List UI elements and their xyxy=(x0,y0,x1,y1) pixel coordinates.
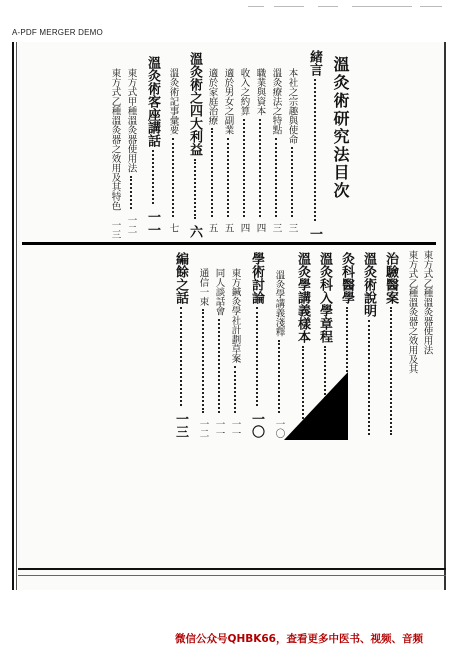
leader-dots xyxy=(180,307,182,406)
entry-label: 溫灸術記事彙要 xyxy=(167,68,179,135)
leader-dots xyxy=(130,176,132,210)
entry-page: 五 xyxy=(222,222,234,232)
footer-banner xyxy=(152,630,446,646)
page-bottom-edge xyxy=(18,575,446,576)
leader-dots xyxy=(256,307,258,406)
leader-dots xyxy=(152,150,154,204)
leader-dots xyxy=(314,79,316,221)
leader-dots xyxy=(368,320,370,435)
page-edge xyxy=(444,42,446,590)
entry-label: 同人談話會 xyxy=(213,268,225,316)
entry-label: 東方鍼灸學社計劃草案 xyxy=(229,268,241,363)
toc-entry xyxy=(223,68,233,232)
footer-banner-text: 微信公众号QHBK66，查看更多中医书、视频、音频 xyxy=(175,632,423,645)
entry-label: 適於男女之副業 xyxy=(222,68,234,135)
page-fold-shadow xyxy=(284,372,348,440)
leader-dots xyxy=(202,309,204,413)
scan-mark xyxy=(352,6,412,7)
entry-page: 一一 xyxy=(213,419,225,438)
scan-mark xyxy=(248,6,264,7)
toc-entry xyxy=(384,252,397,438)
scan-mark xyxy=(420,6,442,7)
entry-label: 溫灸術說明 xyxy=(361,252,376,317)
entry-page: 一三 xyxy=(109,219,121,239)
toc-entry xyxy=(308,50,321,240)
toc-entry xyxy=(168,68,178,232)
toc-entry xyxy=(198,268,208,438)
toc-entry xyxy=(109,68,121,239)
toc-entry xyxy=(207,68,217,232)
entry-page: 一一 xyxy=(145,210,160,236)
entry-label: 學術討論 xyxy=(249,252,264,304)
entry-label: 溫灸術客座講話 xyxy=(145,56,160,147)
entry-label: 職業與資本 xyxy=(254,68,266,116)
toc-entry xyxy=(146,56,159,236)
entry-label: 緒言 xyxy=(307,50,322,76)
leader-dots xyxy=(194,159,196,219)
entry-page: 一二 xyxy=(125,215,137,234)
leader-dots xyxy=(218,319,220,414)
leader-dots xyxy=(234,366,236,413)
toc-entry xyxy=(422,250,432,370)
entry-label: 溫灸術之四大利益 xyxy=(187,52,202,156)
entry-page: 一〇 xyxy=(273,419,285,438)
entry-label: 溫灸學講義樣本 xyxy=(295,252,310,343)
toc-entry xyxy=(362,252,375,438)
toc-title xyxy=(332,56,348,242)
leader-dots xyxy=(390,307,392,435)
toc-entry xyxy=(188,52,201,238)
toc-entry xyxy=(230,268,240,438)
entry-page: 五 xyxy=(206,222,218,232)
leader-dots xyxy=(259,119,261,217)
leader-dots xyxy=(291,147,293,217)
entry-page: 一〇 xyxy=(249,412,264,438)
leader-dots xyxy=(275,138,277,217)
entry-page: 一一 xyxy=(229,419,241,438)
entry-page: 六 xyxy=(187,225,202,238)
entry-label: 灸科醫學 xyxy=(339,252,354,304)
scan-border xyxy=(12,42,14,590)
toc-entry xyxy=(287,68,297,232)
section-divider xyxy=(22,242,436,245)
toc-entry xyxy=(407,250,417,378)
toc-entry xyxy=(271,68,281,232)
toc-entry xyxy=(214,268,224,438)
entry-label: 通信一束 xyxy=(197,268,209,306)
toc-entry xyxy=(250,252,263,438)
entry-label: 本社之宗趣與使命 xyxy=(286,68,298,144)
toc-entry xyxy=(274,270,284,438)
scan-mark xyxy=(274,6,304,7)
entry-page: 一三 xyxy=(173,412,188,438)
toc-title-text: 溫灸術研究法目次 xyxy=(331,56,350,200)
entry-label: 東方式甲種溫灸器使用法 xyxy=(125,68,137,173)
leader-dots xyxy=(243,119,245,217)
entry-label: 編餘之話 xyxy=(173,252,188,304)
scan-mark xyxy=(318,6,338,7)
leader-dots xyxy=(227,138,229,217)
scan-border xyxy=(16,42,17,590)
entry-page: 六 xyxy=(295,425,310,438)
toc-entry xyxy=(239,68,249,232)
entry-label: 東方式乙種溫灸器之效用及其特色 xyxy=(109,68,121,211)
entry-label: 收入之約算 xyxy=(238,68,250,116)
toc-entry xyxy=(174,252,187,438)
entry-page: 六 xyxy=(317,425,332,438)
entry-page: 一二 xyxy=(197,419,209,438)
scanned-page xyxy=(18,42,446,590)
entry-page: 一 xyxy=(307,227,322,240)
entry-page: 三 xyxy=(286,222,298,232)
entry-label: 東方式乙種溫灸器之效用及其 xyxy=(406,250,418,374)
entry-page: 七 xyxy=(167,222,179,232)
toc-entry xyxy=(255,68,265,232)
watermark-text: A-PDF MERGER DEMO xyxy=(12,28,103,37)
entry-page: 四 xyxy=(238,222,250,232)
page-bottom-edge xyxy=(18,568,446,570)
entry-label: 東方式乙種溫灸器使用法 xyxy=(421,250,433,355)
leader-dots xyxy=(172,138,174,217)
toc-entry xyxy=(126,68,136,234)
entry-label: 治驗醫案 xyxy=(383,252,398,304)
entry-label: 適於家庭治療 xyxy=(206,68,218,125)
entry-label: 溫灸科入學章程 xyxy=(317,252,332,343)
leader-dots xyxy=(211,128,213,217)
entry-page: 三 xyxy=(270,222,282,232)
entry-label: 溫灸療法之特點 xyxy=(270,68,282,135)
leader-dots xyxy=(278,340,280,414)
entry-label: 溫灸學講義淺釋 xyxy=(273,270,285,337)
entry-page: 四 xyxy=(254,222,266,232)
